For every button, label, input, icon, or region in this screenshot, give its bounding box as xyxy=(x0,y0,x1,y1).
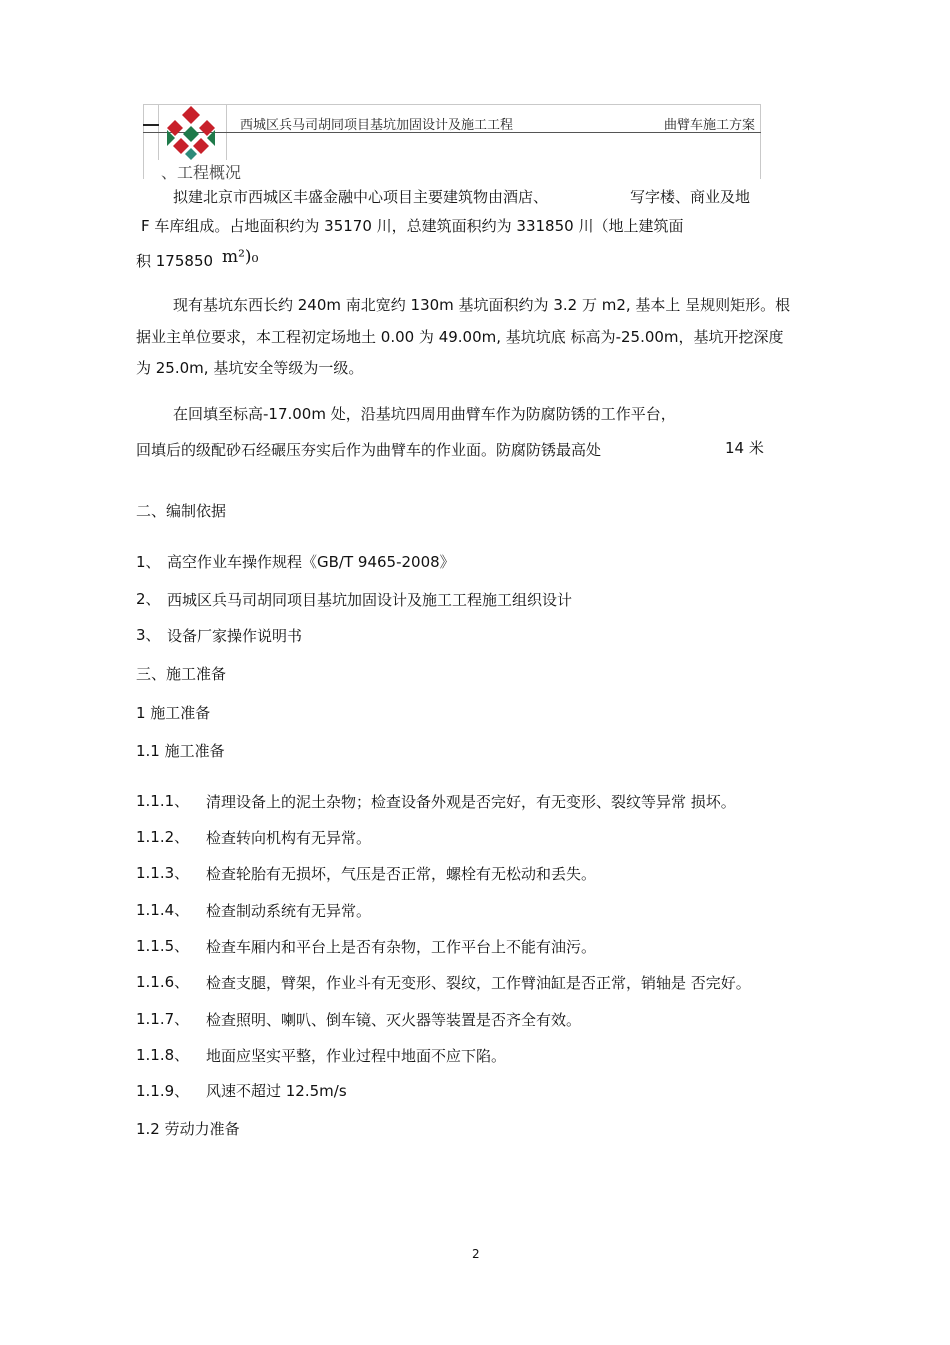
paragraph-text: 14 米 xyxy=(725,439,764,457)
list-item: 高空作业车操作规程《GB/T 9465-2008》 xyxy=(167,553,455,571)
paragraph-text: 为 25.0m, 基坑安全等级为一级。 xyxy=(136,359,364,377)
section3-heading: 三、施工准备 xyxy=(136,665,227,683)
list-item: 西城区兵马司胡同项目基坑加固设计及施工工程施工组织设计 xyxy=(167,591,573,609)
header-project-title: 西城区兵马司胡同项目基坑加固设计及施工工程 xyxy=(240,118,514,133)
list-item: 清理设备上的泥土杂物；检查设备外观是否完好，有无变形、裂纹等异常 损坏。 xyxy=(206,793,736,811)
list-item: 检查轮胎有无损坏，气压是否正常，螺栓有无松动和丢失。 xyxy=(206,865,597,883)
list-item-number: 1.1.2、 xyxy=(136,828,190,846)
list-item: 风速不超过 12.5m/s xyxy=(206,1082,347,1100)
list-item-number: 3、 xyxy=(136,626,161,644)
list-item: 地面应坚实平整，作业过程中地面不应下陷。 xyxy=(206,1047,507,1065)
paragraph-text: F 车库组成。占地面积约为 35170 川，总建筑面积约为 331850 川（地上建筑面 xyxy=(141,217,684,235)
list-item-number: 1.1.3、 xyxy=(136,864,190,882)
list-item: 检查转向机构有无异常。 xyxy=(206,829,372,847)
list-item: 设备厂家操作说明书 xyxy=(167,627,303,645)
header-dash xyxy=(143,124,159,126)
list-item-number: 1.1.9、 xyxy=(136,1082,190,1100)
list-item-number: 1.1.8、 xyxy=(136,1046,190,1064)
subsection-heading: 1.2 劳动力准备 xyxy=(136,1120,240,1138)
list-item-number: 1.1.5、 xyxy=(136,937,190,955)
subsection-heading: 1.1 施工准备 xyxy=(136,742,225,760)
list-item-number: 1.1.4、 xyxy=(136,901,190,919)
paragraph-text: 回填后的级配砂石经碾压夯实后作为曲臂车的作业面。防腐防锈最高处 xyxy=(136,441,602,459)
subsection-heading: 1 施工准备 xyxy=(136,704,211,722)
list-item-number: 1.1.1、 xyxy=(136,792,190,810)
list-item: 检查车厢内和平台上是否有杂物，工作平台上不能有油污。 xyxy=(206,938,597,956)
paragraph-text: 现有基坑东西长约 240m 南北宽约 130m 基坑面积约为 3.2 万 m2, 基本上 呈规则矩形。根 xyxy=(173,296,791,314)
list-item-number: 1、 xyxy=(136,553,161,571)
section2-heading: 二、编制依据 xyxy=(136,502,227,520)
paragraph-text: 据业主单位要求，本工程初定场地土 0.00 为 49.00m, 基坑坑底 标高为-25.00m，基坑开挖深度 xyxy=(136,328,784,346)
paragraph-text: 在回填至标高-17.00m 处，沿基坑四周用曲臂车作为防腐防锈的工作平台， xyxy=(173,405,676,423)
list-item: 检查照明、喇叭、倒车镜、灭火器等装置是否齐全有效。 xyxy=(206,1011,582,1029)
header-doc-title: 曲臂车施工方案 xyxy=(664,118,756,133)
paragraph-text: 积 175850 xyxy=(136,252,214,270)
list-item-number: 2、 xyxy=(136,590,161,608)
list-item: 检查制动系统有无异常。 xyxy=(206,902,372,920)
paragraph-text: m²)₀ xyxy=(222,247,259,267)
list-item-number: 1.1.7、 xyxy=(136,1010,190,1028)
paragraph-text: 写字楼、商业及地 xyxy=(630,188,751,206)
paragraph-text: 拟建北京市西城区丰盛金融中心项目主要建筑物由酒店、 xyxy=(173,188,549,206)
section1-heading: 、工程概况 xyxy=(161,163,242,182)
page-number: 2 xyxy=(472,1247,480,1261)
list-item: 检查支腿，臂架，作业斗有无变形、裂纹，工作臂油缸是否正常，销轴是 否完好。 xyxy=(206,974,751,992)
company-logo xyxy=(163,104,219,160)
list-item-number: 1.1.6、 xyxy=(136,973,190,991)
